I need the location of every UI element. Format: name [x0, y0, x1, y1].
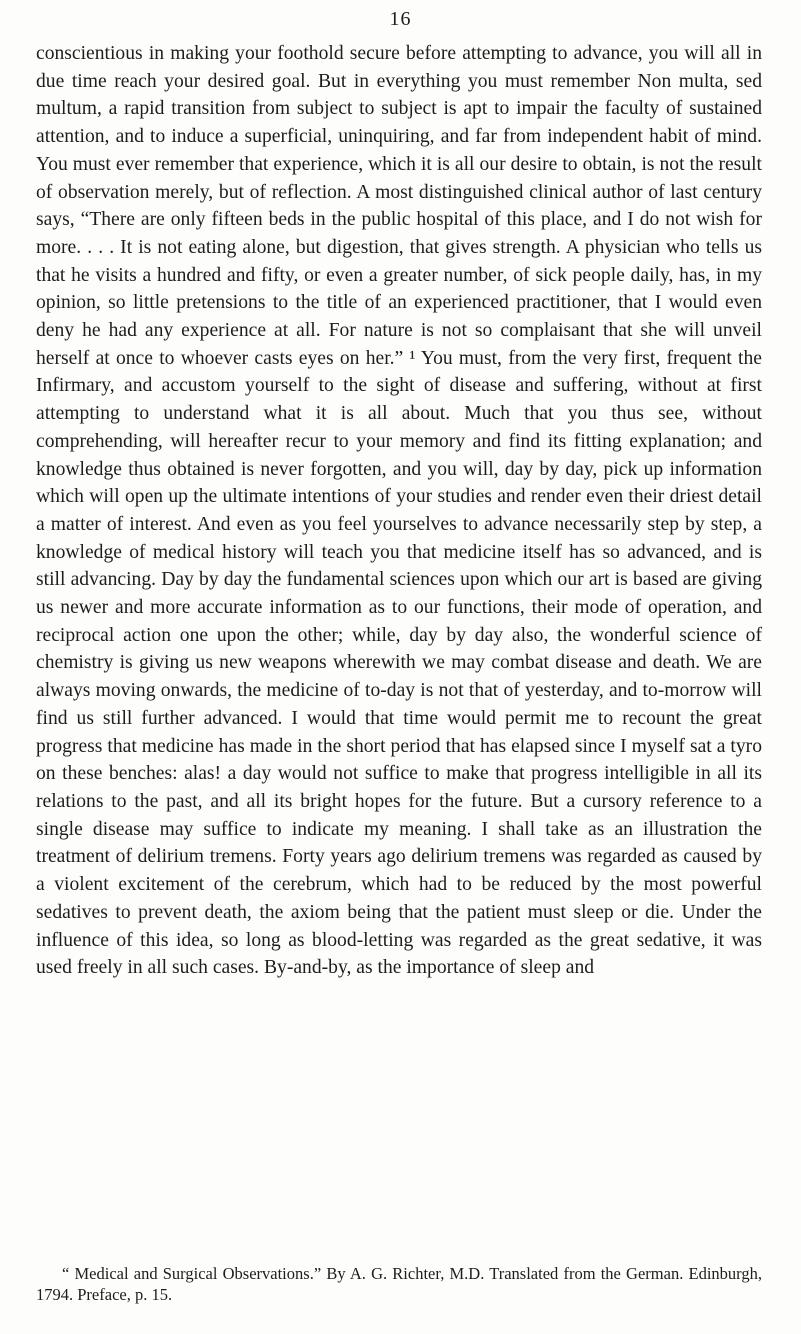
page-number: 16 — [389, 8, 412, 30]
footnote: “ Medical and Surgical Observations.” By A. G. Richter, M.D. Translated from the German. Edinburgh, 1794. Preface, p. 15. — [36, 1264, 762, 1304]
body-text — [36, 40, 762, 982]
body-paragraph: conscientious in making your foothold secure before attempting to advance, you will all in due time reach your desired goal. But in everything you must remember Non multa, sed multum, a rapid transition from subject to subject is apt to impair the faculty of sustained attention, and to induce a superficial, uninquiring, and far from independent habit of mind. You must ever remember that experience, which it is all our desire to obtain, is not the result of observation merely, but of reflection. A most distinguished clinical author of last century says, “There are only fifteen beds in the public hospital of this place, and I do not wish for more. . . . It is not eating alone, but digestion, that gives strength. A physician who tells us that he visits a hundred and fifty, or even a greater number, of sick people daily, has, in my opinion, so little pretensions to the title of an experienced practitioner, that I would even deny he had any experience at all. For nature is not so complaisant that she will unveil herself at once to whoever casts eyes on her.” ¹ You must, from the very first, frequent the Infirmary, and accustom yourself to the sight of disease and suffering, without at first attempting to understand what it is all about. Much that you thus see, without comprehending, will hereafter recur to your memory and find its fitting explanation; and knowledge thus obtained is never forgotten, and you will, day by day, pick up information which will open up the ultimate intentions of your studies and render even their driest detail a matter of interest. And even as you feel yourselves to advance necessarily step by step, a knowledge of medical history will teach you that medicine itself has so advanced, and is still advancing. Day by day the fundamental sciences upon which our art is based are giving us newer and more accurate information as to our functions, their mode of operation, and reciprocal action one upon the other; while, day by day also, the wonderful science of chemistry is giving us new weapons wherewith we may combat disease and death. We are always moving onwards, the medicine of to-day is not that of yesterday, and to-morrow will find us still further advanced. I would that time would permit me to recount the great progress that medicine has made in the short period that has elapsed since I myself sat a tyro on these benches: alas! a day would not suffice to make that progress intelligible in all its relations to the past, and all its bright hopes for the future. But a cursory reference to a single disease may suffice to indicate my meaning. I shall take as an illustration the treatment of delirium tremens. Forty years ago delirium tremens was regarded as caused by a violent excitement of the cerebrum, which had to be reduced by the most powerful sedatives to prevent death, the axiom being that the patient must sleep or die. Under the influence of this idea, so long as blood-letting was regarded as the great sedative, it was used freely in all such cases. By-and-by, as the importance of sleep and — [36, 43, 762, 979]
